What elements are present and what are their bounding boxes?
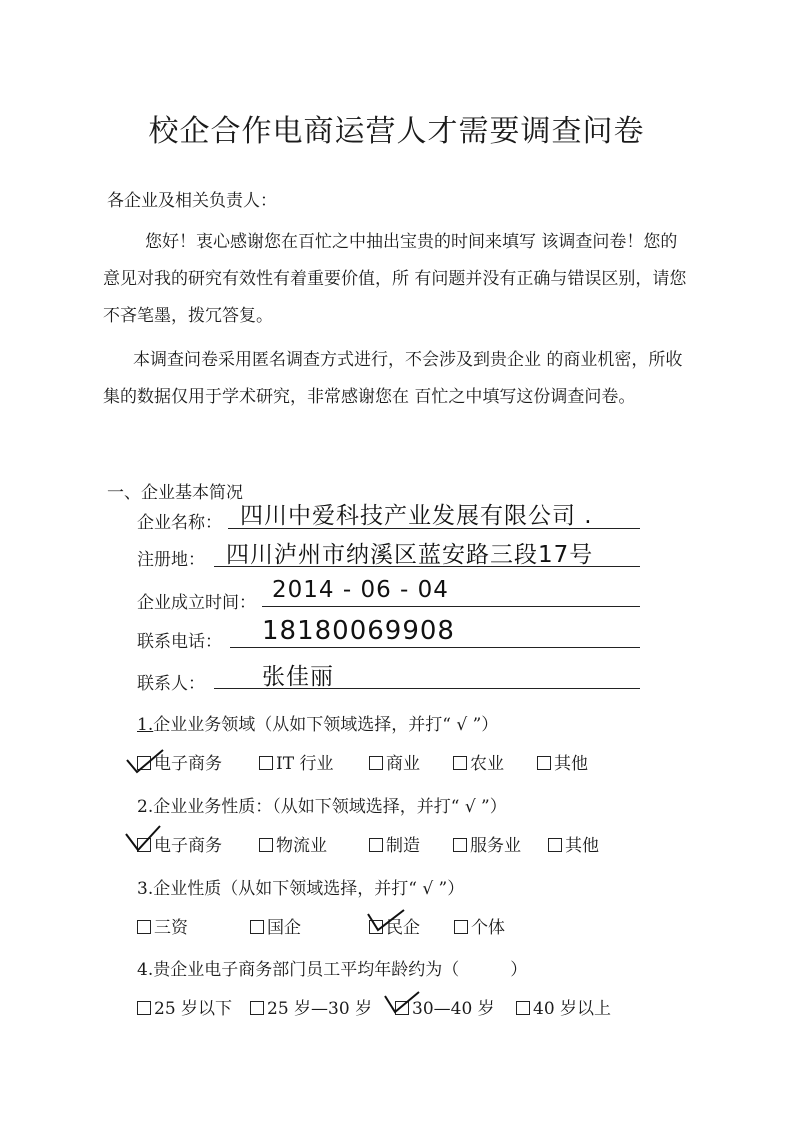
checkbox-icon <box>548 838 562 852</box>
phone-underline <box>230 647 640 648</box>
q4-option[interactable]: 25 岁以下 <box>137 994 232 1019</box>
company-name-value[interactable]: 四川中爱科技产业发展有限公司 . <box>240 503 593 529</box>
question-2: 2.企业业务性质：（从如下领域选择，并打“ √ ”） <box>137 797 507 817</box>
q2-option[interactable]: 制造 <box>369 831 420 856</box>
established-date-value[interactable]: 2014 - 06 - 04 <box>272 577 449 603</box>
checkbox-icon <box>369 838 383 852</box>
q2-option[interactable]: 服务业 <box>453 831 521 856</box>
intro-paragraph-1: 您好！衷心感谢您在百忙之中抽出宝贵的时间来填写 该调查问卷！您的意见对我的研究有效性有着重要价值，所 有问题并没有正确与错误区别，请您不吝笔墨，拨冗答复。 <box>103 232 687 326</box>
q2-option[interactable]: 电子商务 <box>137 831 222 856</box>
handwritten-check-icon <box>125 748 165 776</box>
phone-value[interactable]: 18180069908 <box>262 616 455 646</box>
company-name-label: 企业名称： <box>137 513 222 533</box>
handwritten-check-icon <box>366 906 406 936</box>
checkbox-icon <box>137 920 151 934</box>
checkbox-icon <box>454 920 468 934</box>
intro-paragraph-2: 本调查问卷采用匿名调查方式进行，不会涉及到贵企业 的商业机密，所收集的数据仅用于学术研究，非常感谢您在 百忙之中填写这份调查问卷。 <box>103 350 683 407</box>
registered-address-value[interactable]: 四川泸州市纳溪区蓝安路三段17号 <box>226 542 594 568</box>
q1-option[interactable]: 商业 <box>369 749 420 774</box>
checkbox-icon <box>453 838 467 852</box>
checkbox-icon <box>259 756 273 770</box>
question-4: 4.贵企业电子商务部门员工平均年龄约为（ ） <box>137 960 528 980</box>
checkbox-icon <box>369 756 383 770</box>
handwritten-check-icon <box>383 990 423 1018</box>
q1-option[interactable]: 农业 <box>453 749 504 774</box>
checkbox-icon <box>250 920 264 934</box>
contact-person-value[interactable]: 张佳丽 <box>262 664 334 690</box>
q4-option[interactable]: 25 岁—30 岁 <box>250 994 372 1019</box>
established-date-underline <box>262 606 640 607</box>
checkbox-icon <box>516 1001 530 1015</box>
question-3: 3.企业性质（从如下领域选择，并打“ √ ”） <box>137 879 465 899</box>
question-1-text: 企业业务领域（从如下领域选择，并打“ √ ”） <box>153 715 499 735</box>
q4-option[interactable]: 30—40 岁 <box>395 994 495 1019</box>
question-1-number: 1. <box>137 715 154 735</box>
q4-option[interactable]: 40 岁以上 <box>516 994 611 1019</box>
q3-option[interactable]: 三资 <box>137 913 188 938</box>
registered-address-label: 注册地： <box>137 550 205 570</box>
q3-option[interactable]: 个体 <box>454 913 505 938</box>
q3-option[interactable]: 民企 <box>369 913 420 938</box>
established-date-label: 企业成立时间： <box>137 593 256 613</box>
q3-option[interactable]: 国企 <box>250 913 301 938</box>
section-heading: 一、企业基本简况 <box>107 483 243 503</box>
greeting: 各企业及相关负责人： <box>107 191 277 211</box>
phone-label: 联系电话： <box>137 632 222 652</box>
q2-option[interactable]: 其他 <box>548 831 599 856</box>
handwritten-check-icon <box>124 824 164 854</box>
checkbox-icon <box>259 838 273 852</box>
checkbox-icon <box>137 1001 151 1015</box>
checkbox-icon <box>250 1001 264 1015</box>
q1-option[interactable]: IT 行业 <box>259 749 333 774</box>
checkbox-icon <box>537 756 551 770</box>
checkbox-icon <box>453 756 467 770</box>
q1-option[interactable]: 其他 <box>537 749 588 774</box>
question-1 <box>137 710 498 735</box>
page-title: 校企合作电商运营人才需要调查问卷 <box>148 114 645 149</box>
q2-option[interactable]: 物流业 <box>259 831 327 856</box>
q1-option[interactable]: 电子商务 <box>137 749 222 774</box>
contact-person-label: 联系人： <box>137 674 205 694</box>
